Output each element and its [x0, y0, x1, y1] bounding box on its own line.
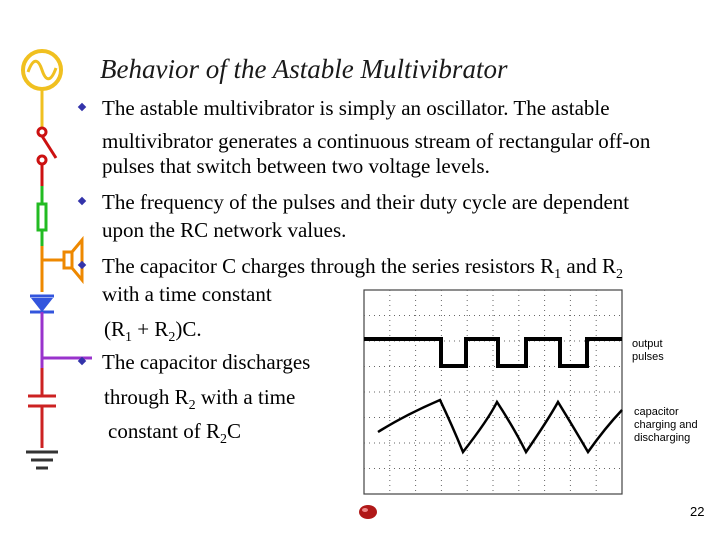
bullet-3-line-3-c: )C. [175, 317, 202, 341]
slide-title: Behavior of the Astable Multivibrator [100, 54, 508, 84]
bullet-4-line-2-b: with a time [195, 385, 296, 409]
bullet-3-line-2: with a time constant [102, 282, 272, 306]
capacitor-icon [28, 368, 56, 448]
capacitor-label-line-2: charging and [634, 419, 698, 431]
bullet-3-text-b: and R [561, 254, 616, 278]
capacitor-label-line-3: discharging [634, 432, 691, 444]
bullet-4-line-3-a: constant of R [108, 419, 220, 443]
switch-icon [38, 128, 56, 186]
capacitor-waveform-label [634, 406, 698, 445]
capacitor-label-line-1: capacitor [634, 406, 679, 418]
oscilloscope-figure [364, 290, 622, 494]
bullet-3-text-a: The capacitor C charges through the series resistors R [102, 254, 555, 278]
subscript-2: 2 [188, 398, 196, 414]
bullet-4-line-3 [108, 415, 241, 456]
bullet-2-line-1: The frequency of the pulses and their duty cycle are dependent [102, 190, 630, 214]
bullet-4-line-3-b: C [226, 419, 241, 443]
bullet-1-line-3: pulses that switch between two voltage levels. [102, 154, 490, 178]
bullet-1-line-2: multivibrator generates a continuous stream of rectangular off-on [102, 129, 651, 153]
output-pulses-label [632, 338, 664, 364]
page-number: 22 [690, 504, 705, 519]
ground-icon [26, 452, 58, 468]
speaker-icon [42, 240, 82, 292]
subscript-1: 1 [125, 330, 132, 346]
bullet-1-line-1: The astable multivibrator is simply an oscillator. The astable [102, 96, 610, 120]
subscript-2: 2 [219, 432, 227, 448]
sine-source-icon [23, 51, 61, 89]
diode-icon [30, 296, 54, 312]
resistor-icon [38, 186, 46, 246]
subscript-2: 2 [168, 330, 176, 346]
bullet-3-line-3-a: (R [104, 317, 125, 341]
subscript-1: 1 [554, 267, 562, 283]
bullet-4-line-2-a: through R [104, 385, 189, 409]
bullet-2-line-2: upon the RC network values. [102, 218, 347, 242]
bullet-3-line-3-b: + R [132, 317, 169, 341]
subscript-2: 2 [615, 267, 623, 283]
bullet-4-line-1: The capacitor discharges [102, 350, 311, 374]
output-label-line-1: output [632, 338, 663, 350]
red-dot-icon [359, 505, 377, 519]
output-label-line-2: pulses [632, 351, 664, 363]
